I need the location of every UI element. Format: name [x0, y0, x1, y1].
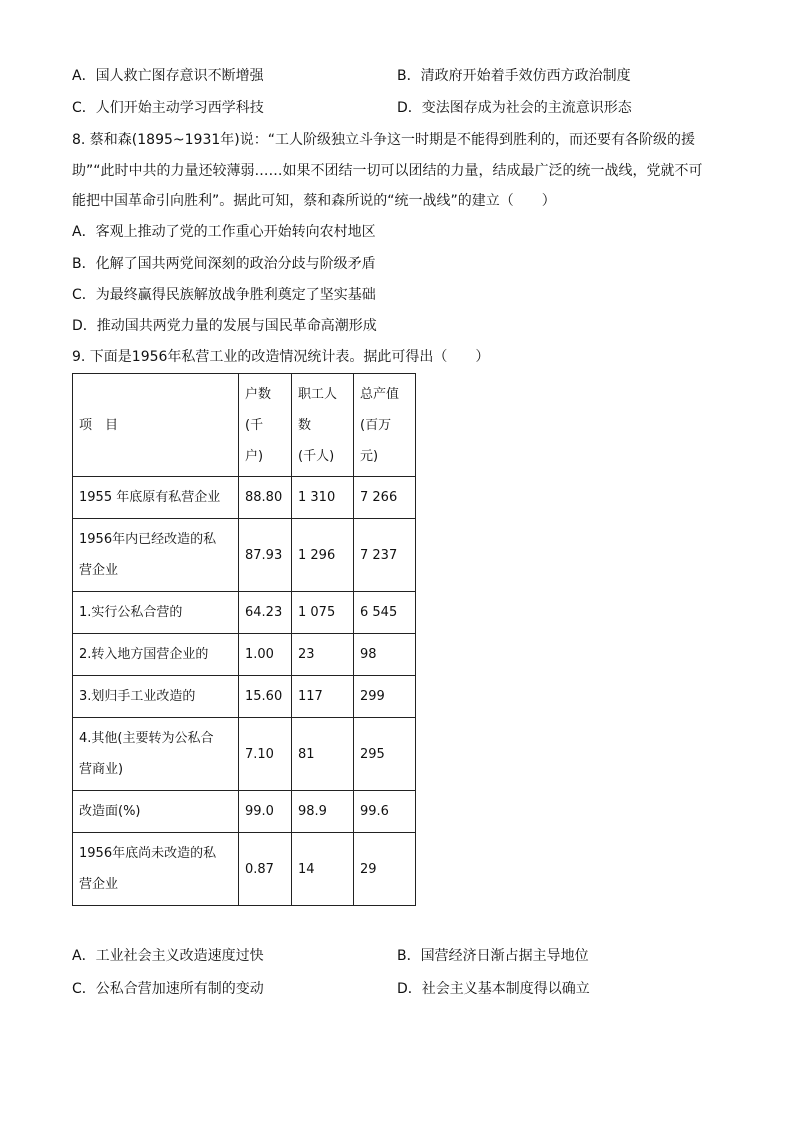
- table-cell: 88.80: [239, 477, 292, 519]
- q8-option-d[interactable]: D．推动国共两党力量的发展与国民革命高潮形成: [72, 318, 377, 334]
- q9-option-a[interactable]: A．工业社会主义改造速度过快: [72, 948, 264, 964]
- table-cell: 87.93: [239, 519, 292, 592]
- table-header-cell: 职工人 数 (千人): [292, 374, 354, 477]
- table-cell: 2.转入地方国营企业的: [73, 634, 239, 676]
- table-cell: 117: [292, 676, 354, 718]
- table-header-row: [73, 374, 416, 477]
- table-cell: 1 075: [292, 592, 354, 634]
- table-header-cell: 户数 (千 户): [239, 374, 292, 477]
- table-cell: 6 545: [354, 592, 416, 634]
- table-cell: 299: [354, 676, 416, 718]
- q8-stem-line-1: 8. 蔡和森(1895~1931年)说：“工人阶级独立斗争这一时期是不能得到胜利的，而还要有各阶级的援: [72, 132, 695, 148]
- table-row: [73, 519, 416, 592]
- table-header-cell: 项 目: [73, 374, 239, 477]
- table-cell: 99.6: [354, 791, 416, 833]
- table-cell: 81: [292, 718, 354, 791]
- table-cell: 99.0: [239, 791, 292, 833]
- table-cell: 1 296: [292, 519, 354, 592]
- q8-option-a[interactable]: A．客观上推动了党的工作重心开始转向农村地区: [72, 224, 376, 240]
- table-cell: 1956年底尚未改造的私 营企业: [73, 833, 239, 906]
- q8-option-c[interactable]: C．为最终赢得民族解放战争胜利奠定了坚实基础: [72, 287, 376, 303]
- table-cell: 7 237: [354, 519, 416, 592]
- table-cell: 64.23: [239, 592, 292, 634]
- table-row: [73, 676, 416, 718]
- table-row: [73, 718, 416, 791]
- table-cell: 3.划归手工业改造的: [73, 676, 239, 718]
- table-cell: 23: [292, 634, 354, 676]
- table-cell: 1955 年底原有私营企业: [73, 477, 239, 519]
- table-cell: 7 266: [354, 477, 416, 519]
- table-cell: 7.10: [239, 718, 292, 791]
- table-cell: 1 310: [292, 477, 354, 519]
- table-cell: 1956年内已经改造的私 营企业: [73, 519, 239, 592]
- table-cell: 98.9: [292, 791, 354, 833]
- q9-option-c[interactable]: C．公私合营加速所有制的变动: [72, 981, 264, 997]
- table-cell: 0.87: [239, 833, 292, 906]
- table-row: [73, 791, 416, 833]
- q7-option-a[interactable]: A．国人救亡图存意识不断增强: [72, 68, 264, 84]
- table-cell: 改造面(%): [73, 791, 239, 833]
- q9-option-b[interactable]: B．国营经济日渐占据主导地位: [397, 948, 589, 964]
- table-cell: 15.60: [239, 676, 292, 718]
- table-row: [73, 634, 416, 676]
- table-cell: 1.实行公私合营的: [73, 592, 239, 634]
- table-header-cell: 总产值 (百万 元): [354, 374, 416, 477]
- statistics-table: [72, 373, 416, 906]
- table-cell: 29: [354, 833, 416, 906]
- q7-option-c[interactable]: C．人们开始主动学习西学科技: [72, 100, 264, 116]
- q8-stem-line-3: 能把中国革命引向胜利”。据此可知，蔡和森所说的“统一战线”的建立（ ）: [72, 193, 556, 209]
- q8-stem-line-2: 助”“此时中共的力量还较薄弱……如果不团结一切可以团结的力量，结成最广泛的统一战线，党就不可: [72, 163, 703, 179]
- table-row: [73, 477, 416, 519]
- table-cell: 295: [354, 718, 416, 791]
- table-cell: 98: [354, 634, 416, 676]
- q9-stem: 9. 下面是1956年私营工业的改造情况统计表。据此可得出（ ）: [72, 349, 490, 365]
- table-row: [73, 833, 416, 906]
- table-cell: 1.00: [239, 634, 292, 676]
- table-cell: 14: [292, 833, 354, 906]
- q7-option-d[interactable]: D．变法图存成为社会的主流意识形态: [397, 100, 632, 116]
- table-cell: 4.其他(主要转为公私合 营商业): [73, 718, 239, 791]
- q8-option-b[interactable]: B．化解了国共两党间深刻的政治分歧与阶级矛盾: [72, 256, 376, 272]
- table-row: [73, 592, 416, 634]
- q7-option-b[interactable]: B．清政府开始着手效仿西方政治制度: [397, 68, 631, 84]
- q9-option-d[interactable]: D．社会主义基本制度得以确立: [397, 981, 590, 997]
